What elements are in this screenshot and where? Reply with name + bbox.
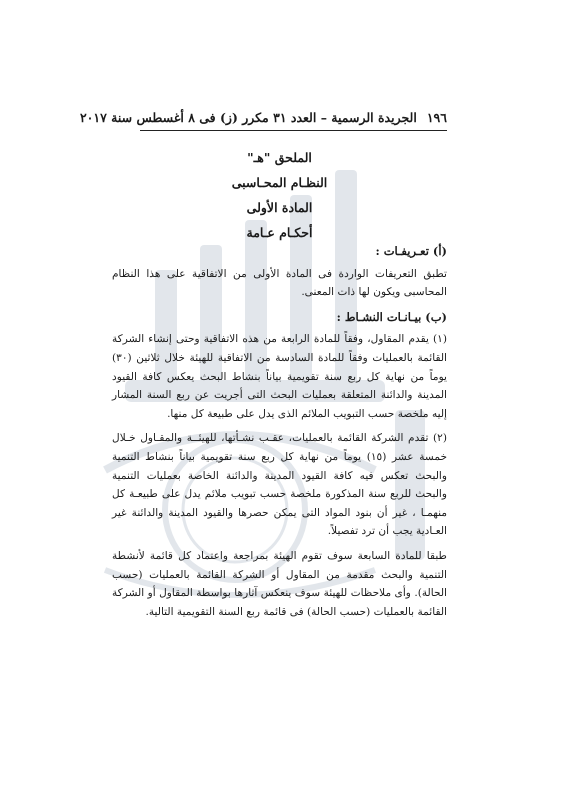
definitions-heading: (أ) تعـريفـات : (375, 244, 447, 258)
activity-heading: (ب) بيـانـات النشـاط : (336, 309, 447, 324)
article-title: المادة الأولى (246, 200, 313, 215)
item-2-paragraph: (٢) تقدم الشركة القائمة بالعمليات، عقـب نشـأتها، للهيئــة والمقـاول خـلال خمسة عشر (١٥) يوماً من نهاية كل ربع سنة تقويمية بياناً بنشاط التنمية والبحث تعكس فيه كافة القيود المدينة والدائنة الخاصة بعمليات التنمية والبحث للربع سنة المذكورة ملخصة حسب تبويب ملائم يدل على طبيعـة كل منهمـا ، غير أن بنود المواد التى يمكن حصرها والقيود المدينة والدائنة غير العـادية يجب أن ترد تفصيلاً. (112, 432, 447, 538)
header-divider (140, 130, 447, 131)
annex-titles (112, 145, 447, 245)
publication-line: الجريدة الرسمية – العدد ٣١ مكرر (ز) فى ٨ أغسطس سنة ٢٠١٧ (79, 110, 417, 125)
definitions-paragraph: تطبق التعريفات الواردة فى المادة الأولى من الاتفاقية على هذا النظام المحاسبى ويكون لها ذات المعنى. (112, 267, 447, 299)
review-paragraph: طبقا للمادة السابعة سوف تقوم الهيئة بمراجعة واعتماد كل قائمة لأنشطة التنمية والبحث مقدمة من المقاول أو الشركة القائمة بالعمليات (حسب الحالة). وأى ملاحظات للهيئة سوف ينعكس آثارها بواسطة المقاول أو الشركة القائمة بالعمليات (حسب الحالة) فى قائمة ربع السنة التقويمية التالية. (112, 549, 447, 618)
annex-title: الملحق "هـ" (247, 150, 312, 165)
system-title: النظـام المحـاسبى (231, 175, 328, 190)
page-header (79, 110, 447, 125)
item-1-paragraph: (١) يقدم المقاول، وفقاً للمادة الرابعة من هذه الاتفاقية وحتى إنشاء الشركة القائمة بالعمليات وفقاً للمادة السادسة من الاتفاقية للهيئة خلال ثلاثين (٣٠) يوماً من نهاية كل ربع سنة تقويمية بياناً بنشاط البحث يعكس كافة القيود المدينة والدائنة المتعلقة بعمليات البحث التى أجريت عن ربع السنة المشار إليه ملخصة حسب التبويب الملائم الذى يدل على طبيعة كل منها. (112, 333, 447, 420)
document-body (112, 242, 447, 627)
page-number: ١٩٦ (426, 110, 447, 125)
provisions-title: أحكـام عـامة (246, 225, 313, 240)
